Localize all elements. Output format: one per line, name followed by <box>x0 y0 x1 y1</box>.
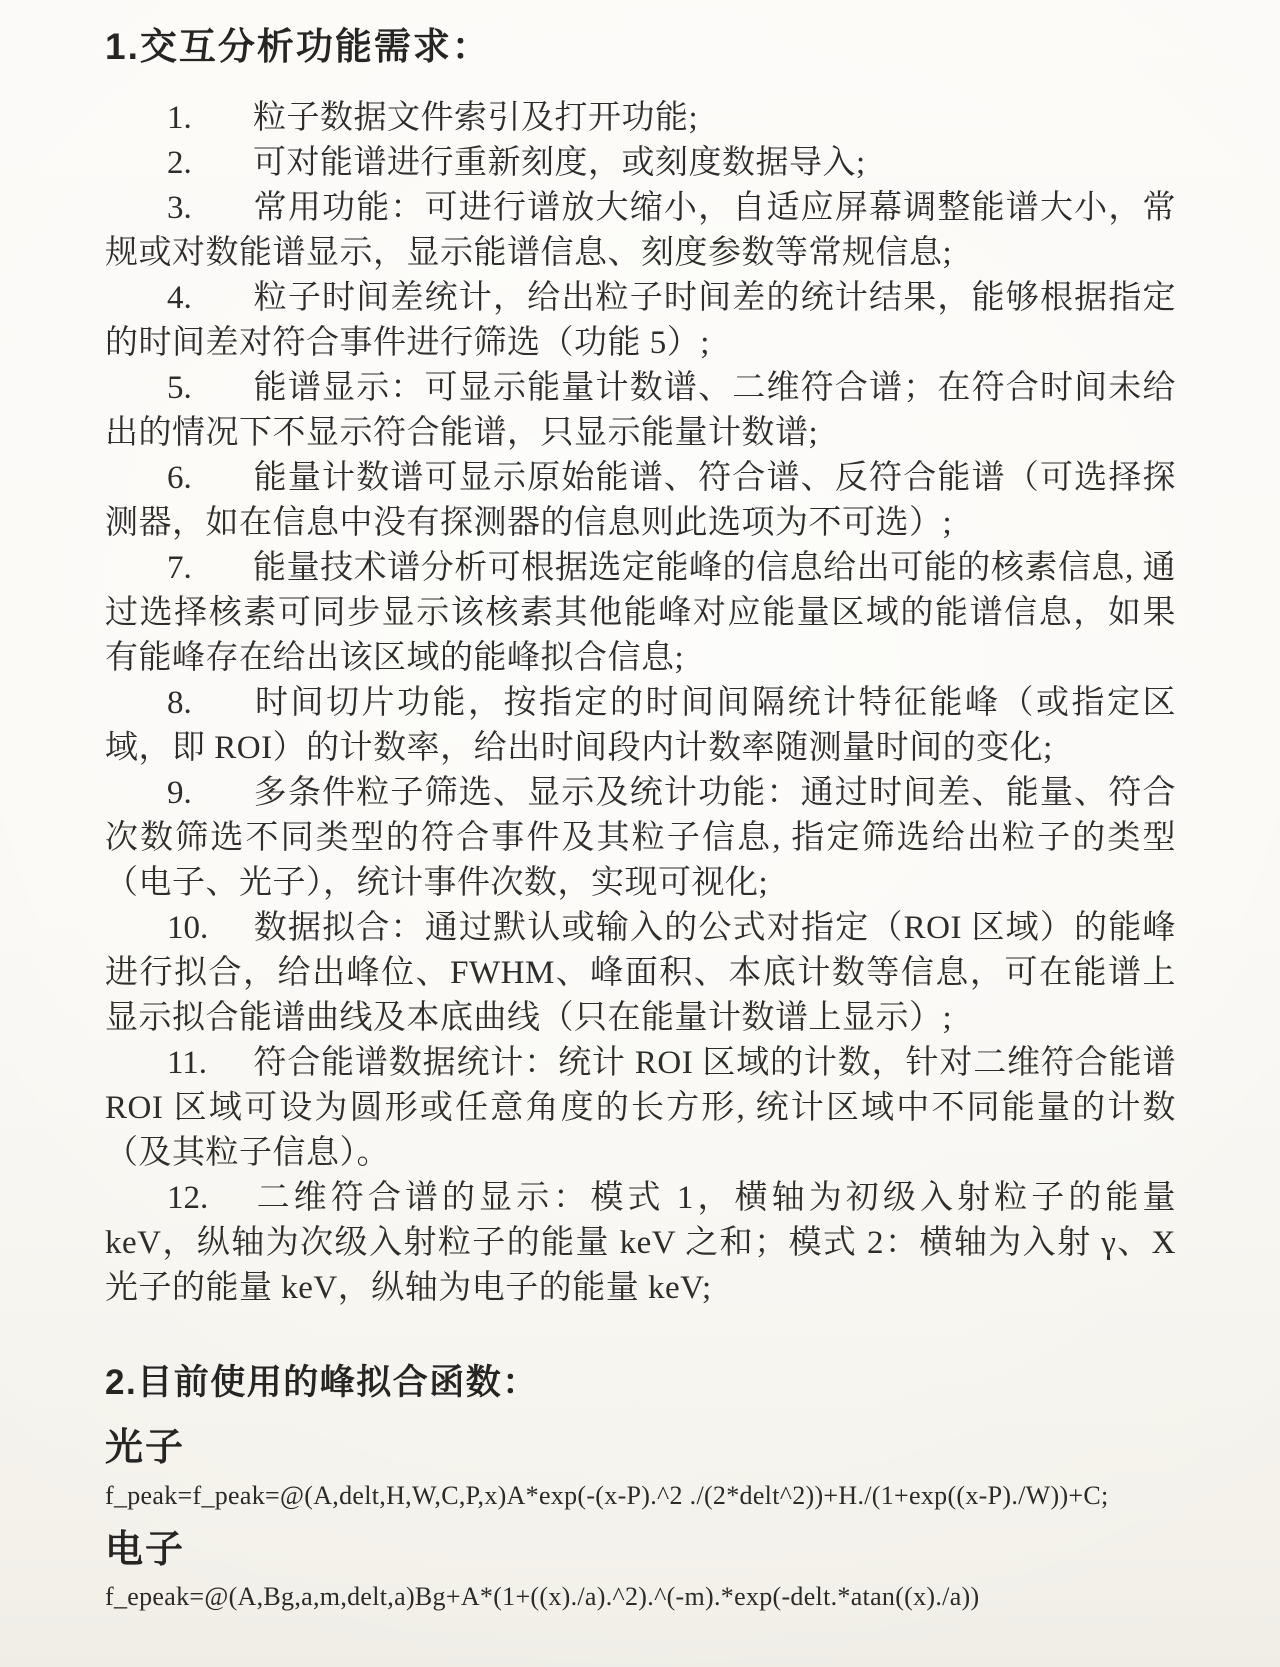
item-text: 常用功能：可进行谱放大缩小，自适应屏幕调整能谱大小，常规或对数能谱显示，显示能谱信息、刻度参数等常规信息; <box>105 190 1176 272</box>
requirement-item-3 <box>105 186 1176 276</box>
item-text: 时间切片功能，按指定的时间间隔统计特征能峰（或指定区域，即 ROI）的计数率，给出时间段内计数率随测量时间的变化; <box>105 685 1176 767</box>
item-number: 6. <box>167 460 192 497</box>
section1-heading: 1.交互分析功能需求： <box>105 26 491 67</box>
item-number: 9. <box>167 775 192 812</box>
item-text: 可对能谱进行重新刻度，或刻度数据导入; <box>253 145 866 182</box>
requirement-item-5 <box>105 366 1176 456</box>
item-number: 1. <box>167 100 192 137</box>
section2-heading: 2.目前使用的峰拟合函数： <box>105 1363 539 1403</box>
item-text: 多条件粒子筛选、显示及统计功能：通过时间差、能量、符合次数筛选不同类型的符合事件及其粒子信息, 指定筛选给出粒子的类型（电子、光子），统计事件次数，实现可视化; <box>105 775 1176 902</box>
requirement-item-10 <box>105 906 1176 1041</box>
item-text: 二维符合谱的显示：模式 1，横轴为初级入射粒子的能量 keV，纵轴为次级入射粒子的能量 keV 之和；模式 2：横轴为入射 γ、X 光子的能量 keV，纵轴为电子的能量 keV; <box>105 1180 1176 1307</box>
photon-peak-formula: f_peak=f_peak=@(A,delt,H,W,C,P,x)A*exp(-(x-P).^2 ./(2*delt^2))+H./(1+exp((x-P)./W))+C; <box>105 1480 1109 1510</box>
electron-peak-formula: f_epeak=@(A,Bg,a,m,delt,a)Bg+A*(1+((x)./a).^2).^(-m).*exp(-delt.*atan((x)./a)) <box>105 1582 980 1611</box>
item-text: 能量技术谱分析可根据选定能峰的信息给出可能的核素信息, 通过选择核素可同步显示该核素其他能峰对应能量区域的能谱信息，如果有能峰存在给出该区域的能峰拟合信息; <box>105 550 1176 677</box>
item-text: 能谱显示：可显示能量计数谱、二维符合谱；在符合时间未给出的情况下不显示符合能谱，只显示能量计数谱; <box>105 370 1176 452</box>
requirement-item-1 <box>105 96 1176 141</box>
item-number: 12. <box>167 1180 209 1217</box>
requirement-item-12 <box>105 1176 1176 1311</box>
requirement-item-2 <box>105 141 1176 186</box>
item-number: 2. <box>167 145 192 182</box>
item-text: 粒子数据文件索引及打开功能; <box>253 100 699 137</box>
item-text: 能量计数谱可显示原始能谱、符合谱、反符合能谱（可选择探测器，如在信息中没有探测器的信息则此选项为不可选）; <box>105 460 1176 542</box>
item-text: 粒子时间差统计，给出粒子时间差的统计结果，能够根据指定的时间差对符合事件进行筛选（功能 5）; <box>105 280 1176 362</box>
item-number: 4. <box>167 280 192 317</box>
requirement-item-11 <box>105 1041 1176 1176</box>
requirement-item-7 <box>105 546 1176 681</box>
photon-label: 光子 <box>105 1427 186 1469</box>
item-number: 8. <box>167 685 192 722</box>
requirement-item-6 <box>105 456 1176 546</box>
item-number: 5. <box>167 370 192 407</box>
item-number: 3. <box>167 190 192 227</box>
item-number: 10. <box>167 910 209 947</box>
electron-label: 电子 <box>105 1528 186 1571</box>
item-number: 7. <box>167 550 192 587</box>
requirement-item-9 <box>105 771 1176 906</box>
item-text: 符合能谱数据统计：统计 ROI 区域的计数，针对二维符合能谱 ROI 区域可设为圆形或任意角度的长方形, 统计区域中不同能量的计数（及其粒子信息）。 <box>105 1045 1176 1172</box>
item-number: 11. <box>167 1045 208 1082</box>
requirement-item-4 <box>105 276 1176 366</box>
requirement-item-8 <box>105 681 1176 771</box>
item-text: 数据拟合：通过默认或输入的公式对指定（ROI 区域）的能峰进行拟合，给出峰位、FWHM、峰面积、本底计数等信息，可在能谱上显示拟合能谱曲线及本底曲线（只在能量计数谱上显示）; <box>105 910 1176 1037</box>
